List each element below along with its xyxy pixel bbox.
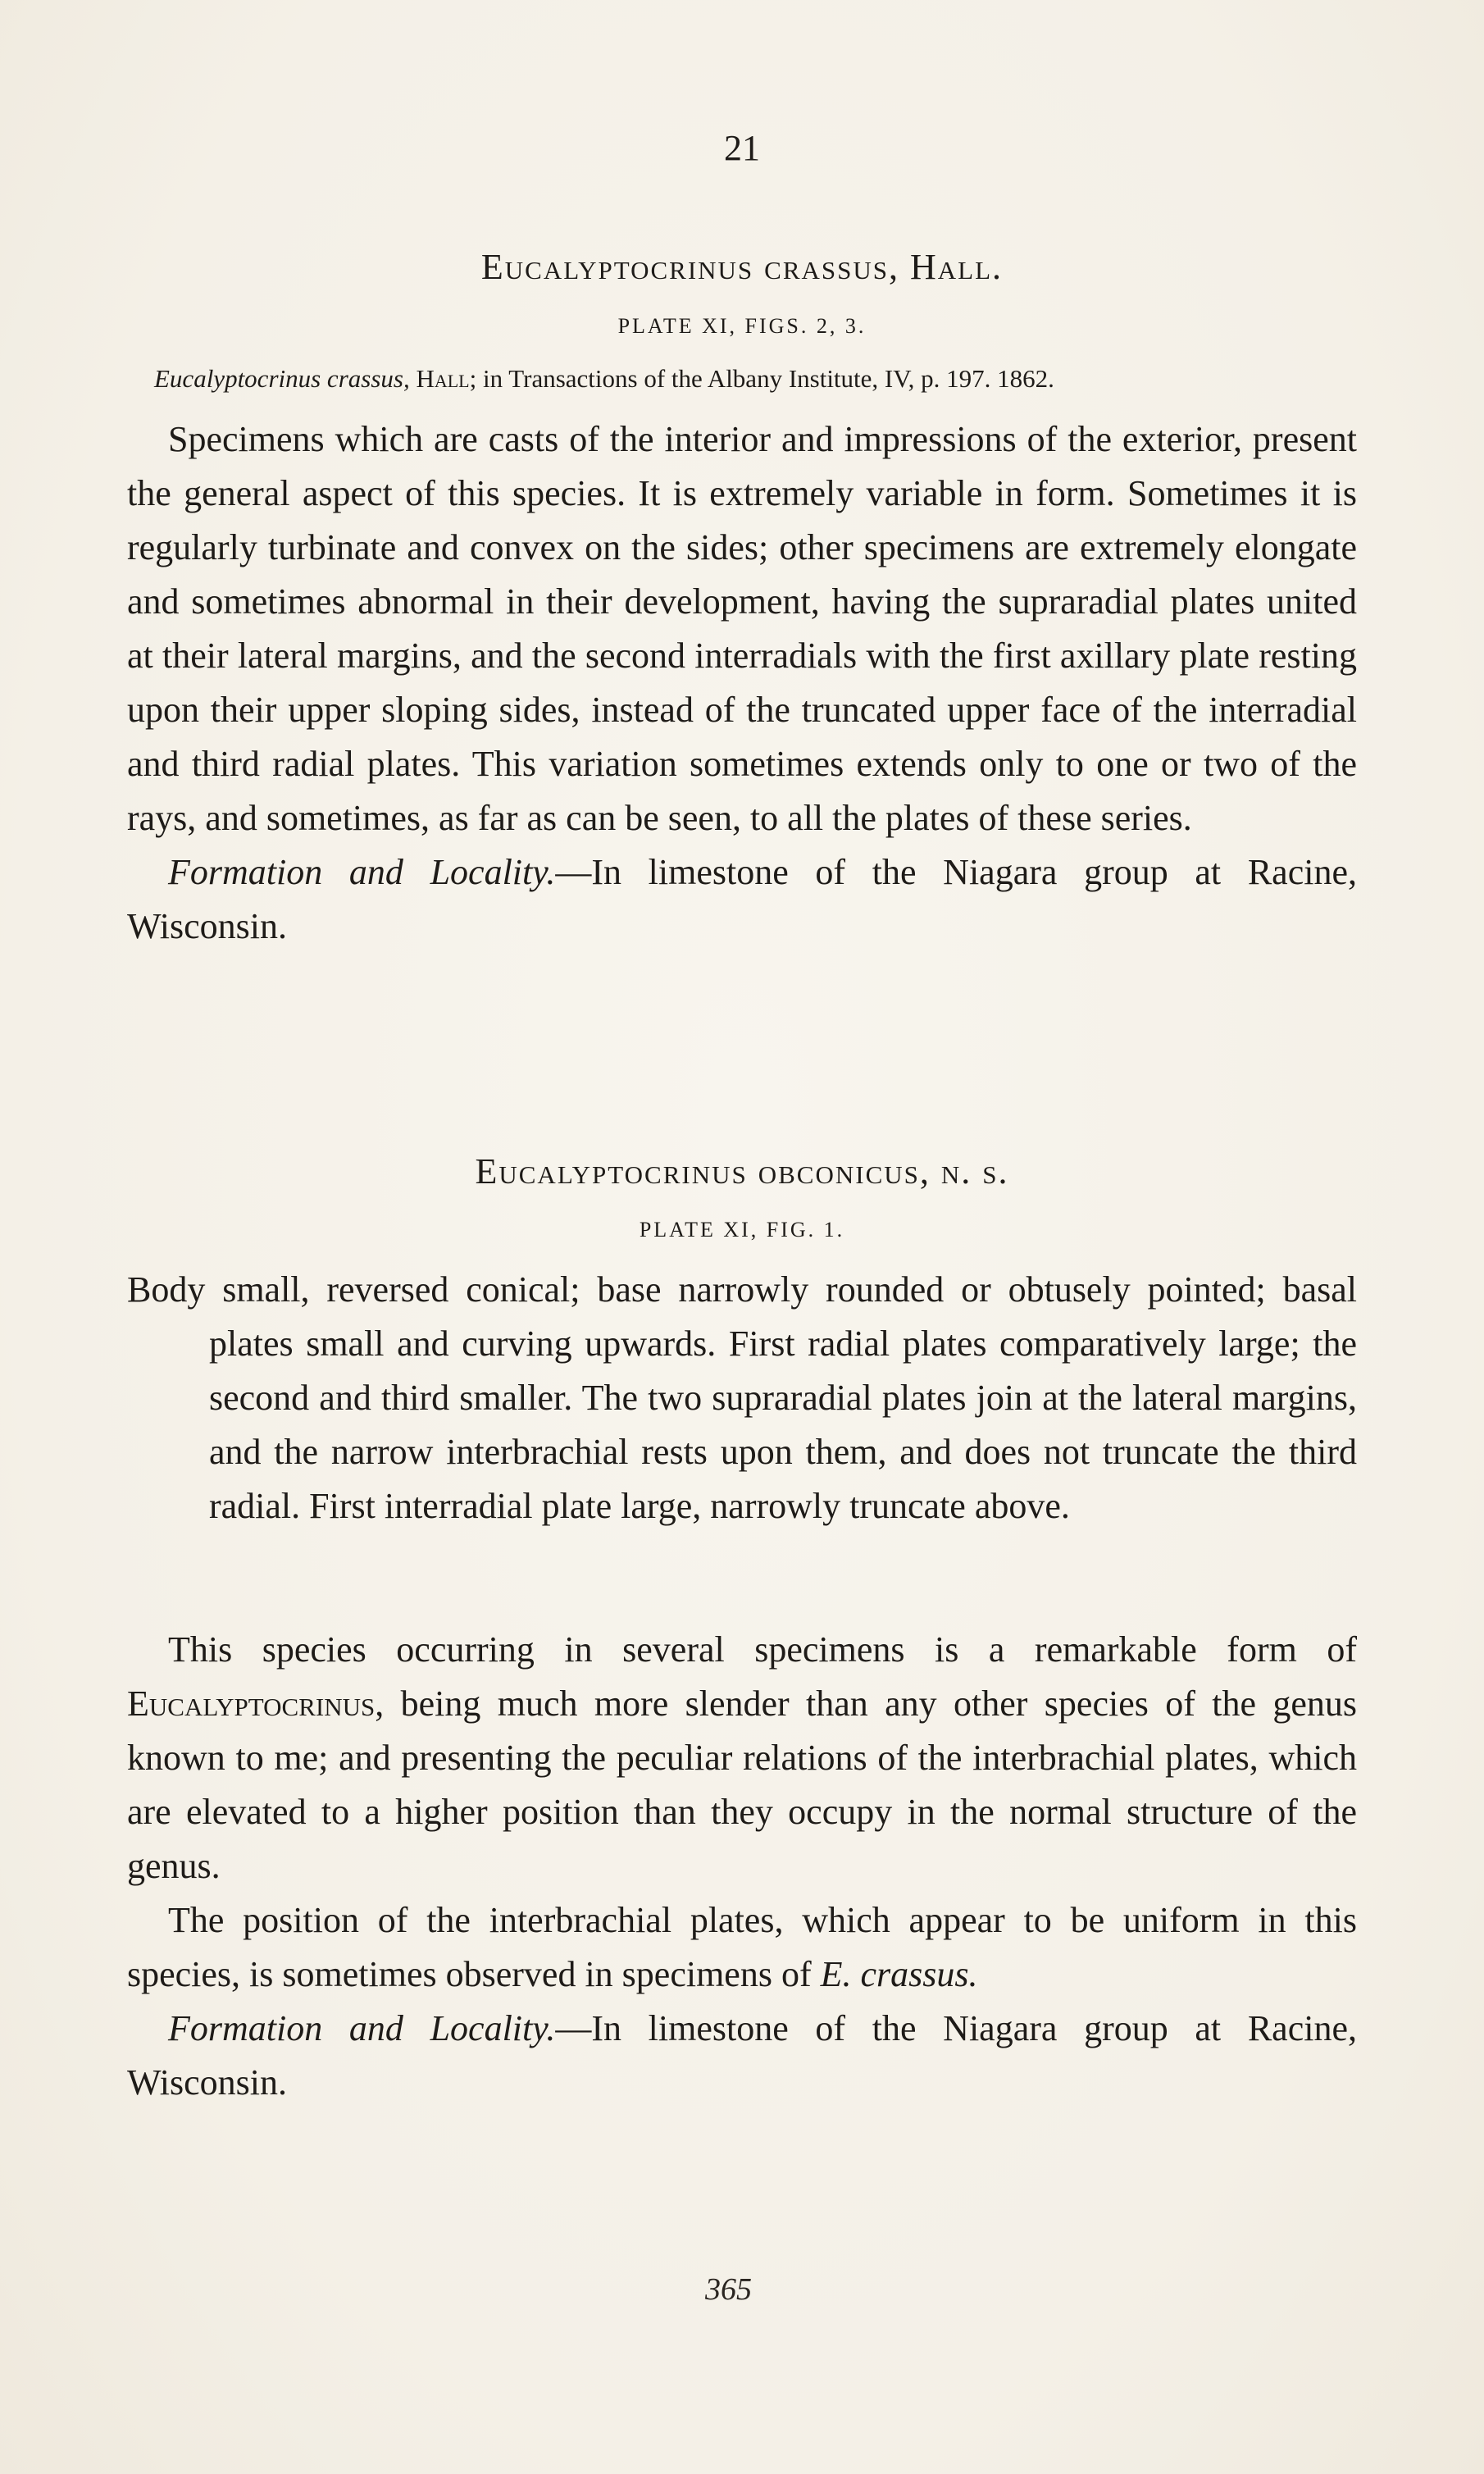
formation-text: —In limestone of the Niagara group at Racine, Wisconsin. xyxy=(127,2008,1357,2103)
section-heading-obconicus: Eucalyptocrinus obconicus, n. s. xyxy=(475,1151,1009,1191)
handwritten-page-mark: 365 xyxy=(705,2272,752,2307)
obconicus-position-paragraph xyxy=(127,1893,1357,2002)
obconicus-description-block xyxy=(127,1263,1357,1533)
genus-name: Eucalyptocrinus xyxy=(127,1684,376,1724)
crassus-description: Specimens which are casts of the interior and impressions of the exterior, present the general aspect of this species. It is extremely variable in form. Sometimes it is regularly turbinate and convex on the sides; other specimens are extremely elongate and sometimes abnormal in their development, having the supraradial plates united at their lateral margins, and the second interradials with the first axillary plate resting upon their upper sloping sides, instead of the truncated upper face of the interradial and third radial plates. This variation sometimes extends only to one or two of the rays, and sometimes, as far as can be seen, to all the plates of these series. xyxy=(127,419,1357,838)
remarks-end: , being much more slender than any other species of the genus known to me; and presenting the peculiar relations of the interbrachial plates, which are elevated to a higher position than they occupy in the normal structure of the genus. xyxy=(127,1684,1357,1886)
citation-species: Eucalyptocrinus crassus, xyxy=(154,364,410,393)
section-heading-crassus: Eucalyptocrinus crassus, Hall. xyxy=(480,247,1004,287)
obconicus-description: Body small, reversed conical; base narrowly rounded or obtusely pointed; basal plates small and curving upwards. First radial plates comparatively large; the second and third smaller. The two supraradial plates join at the lateral margins, and the narrow interbrachial rests upon them, and does not truncate the third radial. First interradial plate large, narrowly truncate above. xyxy=(127,1269,1357,1526)
citation-source: ; in Transactions of the Albany Institute, IV, p. 197. 1862. xyxy=(469,364,1054,393)
obconicus-remarks xyxy=(127,1623,1357,2110)
plate-reference-crassus: PLATE XI, FIGS. 2, 3. xyxy=(617,314,867,338)
citation-author: Hall xyxy=(416,364,470,393)
position-text: The position of the interbrachial plates, which appear to be uniform in this species, is sometimes observed in specimens of xyxy=(127,1900,1357,1994)
obconicus-remarks-paragraph xyxy=(127,1623,1357,1893)
species-reference: E. crassus. xyxy=(820,1954,978,1994)
crassus-body xyxy=(127,412,1357,954)
formation-label: Formation and Locality. xyxy=(168,852,556,892)
obconicus-formation xyxy=(127,2002,1357,2110)
plate-reference-obconicus: PLATE XI, FIG. 1. xyxy=(639,1218,845,1242)
formation-text: —In limestone of the Niagara group at Racine, Wisconsin. xyxy=(127,852,1357,946)
citation-line xyxy=(154,364,1351,394)
page-number: 21 xyxy=(724,128,760,168)
remarks-start: This species occurring in several specimens is a remarkable form of xyxy=(168,1629,1357,1670)
crassus-formation xyxy=(127,845,1357,954)
formation-label: Formation and Locality. xyxy=(168,2008,556,2048)
